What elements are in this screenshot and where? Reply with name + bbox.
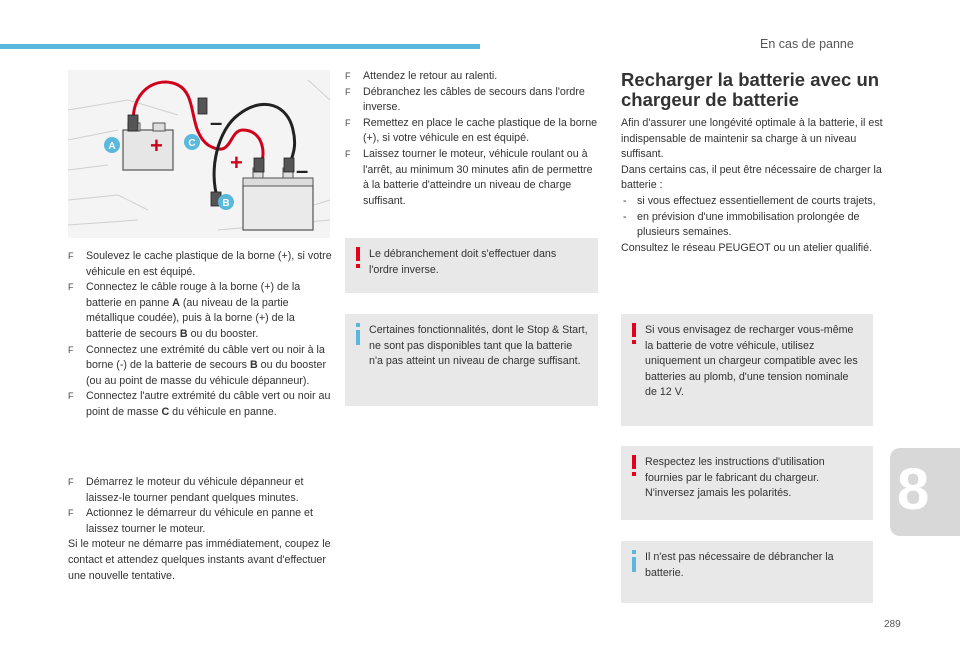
info-icon: [353, 323, 363, 345]
header-accent-bar: [0, 44, 480, 49]
retry-note: Si le moteur ne démarre pas immédiatement, coupez le contact et attendez quelques instants avant d'effectuer une nouvelle tentative.: [68, 538, 331, 582]
warning-box-disconnect: [345, 238, 598, 293]
step-item: F Connectez une extrémité du câble vert ou noir à la borne (-) de la batterie de secours B ou du booster (ou au point de masse du véhicule dépanneur).: [68, 343, 333, 390]
lead-text: Dans certains cas, il peut être nécessaire de charger la batterie :: [621, 163, 882, 192]
page-number: 289: [884, 619, 901, 630]
case-item: - en prévision d'une immobilisation prolongée de plusieurs semaines.: [621, 210, 883, 241]
svg-text:–: –: [210, 110, 223, 135]
warning-icon: [629, 323, 639, 345]
warning-icon: [629, 455, 639, 477]
svg-text:A: A: [108, 141, 116, 152]
svg-text:–: –: [296, 158, 309, 183]
svg-text:B: B: [222, 198, 230, 209]
section-title: En cas de panne: [760, 37, 854, 51]
warning-box-polarity: [621, 446, 873, 520]
left-steps-a: [68, 249, 333, 421]
step-item: F Laissez tourner le moteur, véhicule roulant ou à l'arrêt, au minimum 30 minutes afin de permettre à la batterie d'atteindre un niveau de charge suffisant.: [345, 147, 600, 209]
warning-text: Respectez les instructions d'utilisation fournies par le fabricant du chargeur. N'inversez jamais les polarités.: [645, 456, 825, 500]
middle-steps: [345, 69, 600, 209]
warning-box-charger: [621, 314, 873, 426]
warning-text: Le débranchement doit s'effectuer dans l'ordre inverse.: [369, 248, 557, 276]
chapter-number: 8: [897, 457, 930, 522]
step-item: F Attendez le retour au ralenti.: [345, 69, 600, 85]
consult-text: Consultez le réseau PEUGEOT ou un atelier qualifié.: [621, 241, 873, 254]
step-item: F Connectez l'autre extrémité du câble vert ou noir au point de masse C du véhicule en panne.: [68, 389, 333, 420]
svg-text:C: C: [188, 138, 196, 149]
jump-start-illustration: [68, 70, 330, 238]
page-title: Recharger la batterie avec un chargeur de batterie: [621, 69, 880, 110]
step-item: F Actionnez le démarreur du véhicule en panne et laissez tourner le moteur.: [68, 506, 333, 537]
info-box-no-disconnect: [621, 541, 873, 603]
warning-icon: [353, 247, 363, 269]
step-item: F Remettez en place le cache plastique de la borne (+), si votre véhicule en est équipé.: [345, 116, 600, 147]
info-text: Il n'est pas nécessaire de débrancher la batterie.: [645, 551, 834, 579]
svg-text:+: +: [150, 133, 163, 158]
step-item: F Démarrez le moteur du véhicule dépanneur et laissez-le tourner pendant quelques minutes.: [68, 475, 333, 506]
info-text: Certaines fonctionnalités, dont le Stop & Start, ne sont pas disponibles tant que la batterie n'a pas atteint un niveau de charge suffisant.: [369, 324, 588, 368]
case-item: - si vous effectuez essentiellement de courts trajets,: [621, 194, 883, 210]
info-box-stop-start: [345, 314, 598, 406]
step-item: F Soulevez le cache plastique de la borne (+), si votre véhicule en est équipé.: [68, 249, 333, 280]
info-icon: [629, 550, 639, 572]
step-item: F Connectez le câble rouge à la borne (+) de la batterie en panne A (au niveau de la partie métallique coudée), puis à la borne (+) de la batterie de secours B ou du booster.: [68, 280, 333, 342]
svg-text:+: +: [230, 150, 243, 175]
right-body: [621, 116, 883, 256]
left-steps-b: [68, 475, 333, 584]
step-item: F Débranchez les câbles de secours dans l'ordre inverse.: [345, 85, 600, 116]
marker-b: [218, 194, 234, 210]
marker-c: [184, 134, 200, 150]
intro-text: Afin d'assurer une longévité optimale à la batterie, il est indispensable de maintenir sa charge à un niveau suffisant.: [621, 117, 883, 161]
marker-a: [104, 137, 120, 153]
warning-text: Si vous envisagez de recharger vous-même la batterie de votre véhicule, utilisez uniquement un chargeur compatible avec les batteries au plomb, d'une tension nominale de 12 V.: [645, 324, 858, 399]
